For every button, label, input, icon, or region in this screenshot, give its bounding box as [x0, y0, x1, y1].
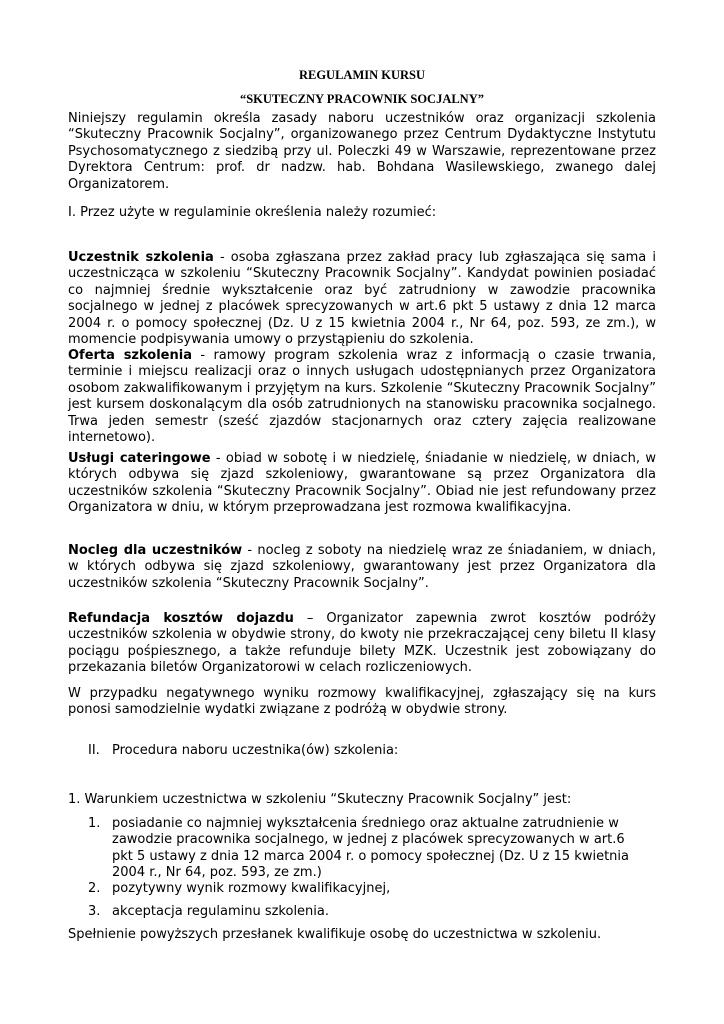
- section-2-number: II.: [88, 743, 100, 758]
- definition-travel-refund: [68, 611, 656, 677]
- closing-statement: Spełnienie powyższych przesłanek kwalifikuje osobę do uczestnictwa w szkoleniu.: [68, 927, 602, 942]
- definition-offer: [68, 348, 656, 446]
- section-1-heading: I. Przez użyte w regulaminie określenia należy rozumieć:: [68, 205, 437, 220]
- definition-text: - nocleg z soboty na niedzielę wraz ze śniadaniem, w dniach, w których odbywa się zjazd szkoleniowy, gwarantowany jest przez Organizatora dla uczestników szkolenia “Skuteczny Pracownik Socjalny”.: [68, 543, 656, 591]
- condition-number: 2.: [88, 881, 101, 896]
- document-subtitle: “SKUTECZNY PRACOWNIK SOCJALNY”: [239, 92, 484, 106]
- definition-accommodation: [68, 543, 656, 592]
- definition-term: Usługi cateringowe: [68, 451, 211, 466]
- document-title: REGULAMIN KURSU: [298, 68, 426, 82]
- condition-number: 1.: [88, 816, 101, 831]
- definition-term: Nocleg dla uczestników: [68, 543, 243, 558]
- condition-item: posiadanie co najmniej wykształcenia średniego oraz aktualne zatrudnienie w zawodzie pracownika socjalnego, w jednej z placówek sprecyzowanych w art.6 pkt 5 ustawy z dnia 12 marca 2004 r. o pomocy społecznej (Dz. U z 15 kwietnia 2004 r., Nr 64, poz. 593, ze zm.): [112, 816, 629, 881]
- intro-paragraph: Niniejszy regulamin określa zasady naboru uczestników oraz organizacji szkolenia “Skuteczny Pracownik Socjalny”, organizowanego przez Centrum Dydaktyczne Instytutu Psychosomatycznego z siedzibą przy ul. Poleczki 49 w Warszawie, reprezentowane przez Dyrektora Centrum: prof. dr nadzw. hab. Bohdana Wasilewskiego, zwanego dalej Organizatorem.: [68, 111, 656, 192]
- definition-participant: [68, 250, 656, 348]
- definition-text: - obiad w sobotę i w niedzielę, śniadanie w niedzielę, w dniach, w których odbywa się zjazd szkoleniowy, gwarantowane są przez Organizatora dla uczestników szkolenia “Skuteczny Pracownik Socjalny”. Obiad nie jest refundowany przez Organizatora w dniu, w którym przeprowadzana jest rozmowa kwalifikacyjna.: [68, 451, 656, 516]
- condition-number: 3.: [88, 904, 101, 919]
- condition-heading: 1. Warunkiem uczestnictwa w szkoleniu “Skuteczny Pracownik Socjalny” jest:: [68, 792, 572, 807]
- condition-item: pozytywny wynik rozmowy kwalifikacyjnej,: [112, 881, 391, 896]
- definition-text: – Organizator zapewnia zwrot kosztów podróży uczestników szkolenia w obydwie strony, do kwoty nie przekraczającej ceny biletu II klasy pociągu pośpiesznego, a także refunduje bilety MZK. Uczestnik jest zobowiązany do przekazania biletów Organizatorowi w celach rozliczeniowych.: [68, 611, 656, 676]
- definition-term: Refundacja kosztów dojazdu: [68, 611, 294, 626]
- definition-term: Oferta szkolenia: [68, 348, 192, 363]
- definition-text: - ramowy program szkolenia wraz z informacją o czasie trwania, terminie i miejscu realizacji oraz o innych usługach udostępnianych przez Organizatora osobom zakwalifikowanym i przyjętym na kurs. Szkolenie “Skuteczny Pracownik Socjalny” jest kursem doskonalącym dla osób zatrudnionych na stanowisku pracownika socjalnego. Trwa jeden semestr (sześć zjazdów stacjonarnych oraz cztery zajęcia realizowane internetowo).: [68, 348, 656, 446]
- section-2-heading: Procedura naboru uczestnika(ów) szkolenia:: [112, 743, 399, 758]
- definition-catering: [68, 451, 656, 517]
- condition-item: akceptacja regulaminu szkolenia.: [112, 904, 330, 919]
- definition-term: Uczestnik szkolenia: [68, 250, 214, 265]
- refund-note: W przypadku negatywnego wyniku rozmowy kwalifikacyjnej, zgłaszający się na kurs ponosi samodzielnie wydatki związane z podróżą w obydwie strony.: [68, 686, 656, 718]
- definition-text: - osoba zgłaszana przez zakład pracy lub zgłaszająca się sama i uczestnicząca w szkoleniu “Skuteczny Pracownik Socjalny”. Kandydat powinien posiadać co najmniej średnie wykształcenie oraz być zatrudniony w zawodzie pracownika socjalnego w jednej z placówek sprecyzowanych w art.6 pkt 5 ustawy z dnia 12 marca 2004 r. o pomocy społecznej (Dz. U z 15 kwietnia 2004 r., Nr 64, poz. 593, ze zm.), w momencie podpisywania umowy o przystąpieniu do szkolenia.: [68, 250, 656, 348]
